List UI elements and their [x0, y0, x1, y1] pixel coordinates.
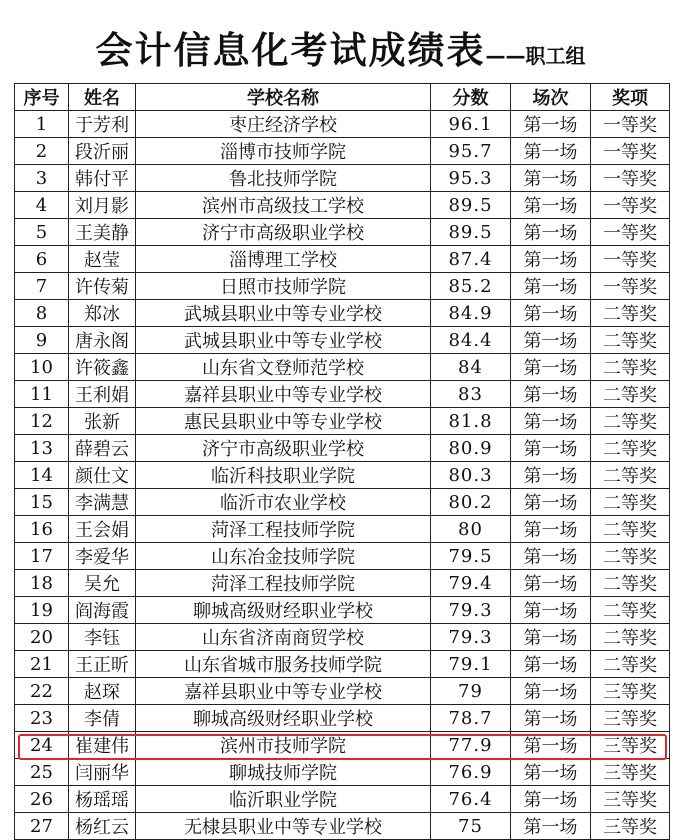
table-row — [15, 354, 670, 381]
cell-number: 11 — [15, 381, 69, 408]
cell-award: 一等奖 — [591, 219, 670, 246]
cell-session: 第一场 — [511, 678, 591, 705]
cell-session: 第一场 — [511, 273, 591, 300]
cell-session: 第一场 — [511, 489, 591, 516]
cell-school: 聊城高级财经职业学校 — [136, 705, 431, 732]
cell-session: 第一场 — [511, 435, 591, 462]
cell-number: 22 — [15, 678, 69, 705]
cell-session: 第一场 — [511, 732, 591, 759]
cell-school: 聊城高级财经职业学校 — [136, 597, 431, 624]
cell-school: 菏泽工程技师学院 — [136, 516, 431, 543]
cell-session: 第一场 — [511, 786, 591, 813]
cell-number: 5 — [15, 219, 69, 246]
cell-session: 第一场 — [511, 219, 591, 246]
cell-session: 第一场 — [511, 138, 591, 165]
table-row — [15, 624, 670, 651]
cell-name: 李钰 — [69, 624, 136, 651]
cell-school: 嘉祥县职业中等专业学校 — [136, 381, 431, 408]
cell-name: 杨瑶瑶 — [69, 786, 136, 813]
cell-session: 第一场 — [511, 327, 591, 354]
score-table — [14, 83, 670, 840]
cell-score: 83 — [431, 381, 511, 408]
cell-number: 24 — [15, 732, 69, 759]
cell-award: 二等奖 — [591, 597, 670, 624]
cell-number: 9 — [15, 327, 69, 354]
cell-school: 山东省文登师范学校 — [136, 354, 431, 381]
table-row — [15, 435, 670, 462]
cell-award: 一等奖 — [591, 273, 670, 300]
table-row — [15, 786, 670, 813]
table-row — [15, 192, 670, 219]
table-row — [15, 111, 670, 138]
cell-name: 郑冰 — [69, 300, 136, 327]
cell-session: 第一场 — [511, 759, 591, 786]
header-school: 学校名称 — [136, 84, 431, 111]
cell-school: 淄博理工学校 — [136, 246, 431, 273]
cell-score: 79.5 — [431, 543, 511, 570]
table-header-row — [15, 84, 670, 111]
cell-score: 78.7 — [431, 705, 511, 732]
cell-score: 79.1 — [431, 651, 511, 678]
cell-number: 1 — [15, 111, 69, 138]
cell-session: 第一场 — [511, 192, 591, 219]
cell-number: 4 — [15, 192, 69, 219]
cell-score: 89.5 — [431, 219, 511, 246]
cell-award: 二等奖 — [591, 408, 670, 435]
cell-award: 二等奖 — [591, 516, 670, 543]
cell-award: 三等奖 — [591, 705, 670, 732]
cell-name: 唐永阁 — [69, 327, 136, 354]
cell-award: 三等奖 — [591, 732, 670, 759]
header-number: 序号 — [15, 84, 69, 111]
cell-name: 颜仕文 — [69, 462, 136, 489]
cell-number: 2 — [15, 138, 69, 165]
cell-school: 武城县职业中等专业学校 — [136, 300, 431, 327]
cell-award: 一等奖 — [591, 246, 670, 273]
cell-school: 临沂科技职业学院 — [136, 462, 431, 489]
document-title — [0, 20, 681, 74]
cell-name: 李爱华 — [69, 543, 136, 570]
cell-name: 赵琛 — [69, 678, 136, 705]
cell-number: 15 — [15, 489, 69, 516]
cell-school: 济宁市高级职业学校 — [136, 435, 431, 462]
cell-session: 第一场 — [511, 111, 591, 138]
cell-number: 18 — [15, 570, 69, 597]
cell-school: 嘉祥县职业中等专业学校 — [136, 678, 431, 705]
table-row — [15, 273, 670, 300]
cell-school: 惠民县职业中等专业学校 — [136, 408, 431, 435]
cell-session: 第一场 — [511, 705, 591, 732]
cell-score: 81.8 — [431, 408, 511, 435]
table-row — [15, 381, 670, 408]
cell-award: 二等奖 — [591, 381, 670, 408]
cell-name: 薛碧云 — [69, 435, 136, 462]
cell-score: 95.7 — [431, 138, 511, 165]
cell-award: 二等奖 — [591, 354, 670, 381]
cell-award: 二等奖 — [591, 543, 670, 570]
cell-score: 84.9 — [431, 300, 511, 327]
table-row — [15, 246, 670, 273]
cell-session: 第一场 — [511, 570, 591, 597]
table-row — [15, 300, 670, 327]
cell-score: 77.9 — [431, 732, 511, 759]
cell-award: 二等奖 — [591, 300, 670, 327]
cell-score: 80 — [431, 516, 511, 543]
cell-number: 6 — [15, 246, 69, 273]
cell-number: 20 — [15, 624, 69, 651]
cell-school: 滨州市高级技工学校 — [136, 192, 431, 219]
cell-score: 79.4 — [431, 570, 511, 597]
cell-award: 三等奖 — [591, 678, 670, 705]
table-row — [15, 138, 670, 165]
cell-session: 第一场 — [511, 624, 591, 651]
cell-number: 26 — [15, 786, 69, 813]
cell-score: 79.3 — [431, 624, 511, 651]
cell-score: 80.3 — [431, 462, 511, 489]
cell-session: 第一场 — [511, 246, 591, 273]
cell-score: 95.3 — [431, 165, 511, 192]
cell-school: 滨州市技师学院 — [136, 732, 431, 759]
cell-award: 三等奖 — [591, 813, 670, 840]
cell-name: 于芳利 — [69, 111, 136, 138]
cell-session: 第一场 — [511, 408, 591, 435]
cell-score: 80.2 — [431, 489, 511, 516]
title-dash: —— — [485, 44, 526, 68]
cell-name: 杨红云 — [69, 813, 136, 840]
table-row — [15, 678, 670, 705]
cell-name: 崔建伟 — [69, 732, 136, 759]
cell-session: 第一场 — [511, 381, 591, 408]
table-row — [15, 705, 670, 732]
cell-school: 日照市技师学院 — [136, 273, 431, 300]
cell-school: 菏泽工程技师学院 — [136, 570, 431, 597]
cell-score: 84.4 — [431, 327, 511, 354]
cell-session: 第一场 — [511, 462, 591, 489]
table-row — [15, 327, 670, 354]
cell-score: 96.1 — [431, 111, 511, 138]
cell-school: 枣庄经济学校 — [136, 111, 431, 138]
cell-score: 79.3 — [431, 597, 511, 624]
cell-school: 淄博市技师学院 — [136, 138, 431, 165]
title-main: 会计信息化考试成绩表 — [95, 29, 486, 72]
header-award: 奖项 — [591, 84, 670, 111]
cell-session: 第一场 — [511, 597, 591, 624]
table-row — [15, 516, 670, 543]
cell-score: 84 — [431, 354, 511, 381]
cell-school: 临沂市农业学校 — [136, 489, 431, 516]
header-score: 分数 — [431, 84, 511, 111]
cell-name: 王正昕 — [69, 651, 136, 678]
header-session: 场次 — [511, 84, 591, 111]
cell-score: 87.4 — [431, 246, 511, 273]
header-name: 姓名 — [69, 84, 136, 111]
title-group: 职工组 — [525, 44, 586, 68]
cell-score: 75 — [431, 813, 511, 840]
cell-number: 13 — [15, 435, 69, 462]
cell-number: 27 — [15, 813, 69, 840]
cell-school: 无棣县职业中等专业学校 — [136, 813, 431, 840]
cell-school: 山东省济南商贸学校 — [136, 624, 431, 651]
cell-session: 第一场 — [511, 651, 591, 678]
cell-award: 二等奖 — [591, 435, 670, 462]
cell-name: 阎海霞 — [69, 597, 136, 624]
table-row — [15, 570, 670, 597]
cell-award: 二等奖 — [591, 651, 670, 678]
cell-name: 张新 — [69, 408, 136, 435]
cell-number: 8 — [15, 300, 69, 327]
table-row — [15, 759, 670, 786]
cell-session: 第一场 — [511, 813, 591, 840]
table-row — [15, 597, 670, 624]
cell-award: 二等奖 — [591, 327, 670, 354]
cell-name: 韩付平 — [69, 165, 136, 192]
cell-award: 三等奖 — [591, 786, 670, 813]
cell-award: 三等奖 — [591, 759, 670, 786]
cell-number: 25 — [15, 759, 69, 786]
cell-score: 85.2 — [431, 273, 511, 300]
cell-score: 80.9 — [431, 435, 511, 462]
cell-school: 临沂职业学院 — [136, 786, 431, 813]
cell-number: 7 — [15, 273, 69, 300]
cell-name: 王会娟 — [69, 516, 136, 543]
cell-award: 一等奖 — [591, 192, 670, 219]
table-body — [15, 111, 670, 840]
table-row — [15, 219, 670, 246]
cell-number: 23 — [15, 705, 69, 732]
cell-name: 刘月影 — [69, 192, 136, 219]
cell-award: 二等奖 — [591, 489, 670, 516]
cell-school: 山东冶金技师学院 — [136, 543, 431, 570]
cell-school: 济宁市高级职业学校 — [136, 219, 431, 246]
cell-award: 二等奖 — [591, 624, 670, 651]
cell-number: 17 — [15, 543, 69, 570]
cell-score: 79 — [431, 678, 511, 705]
table-row — [15, 462, 670, 489]
cell-school: 鲁北技师学院 — [136, 165, 431, 192]
table-row — [15, 732, 670, 759]
cell-name: 李满慧 — [69, 489, 136, 516]
cell-name: 闫丽华 — [69, 759, 136, 786]
table-row — [15, 543, 670, 570]
table-row — [15, 651, 670, 678]
cell-school: 聊城技师学院 — [136, 759, 431, 786]
cell-session: 第一场 — [511, 516, 591, 543]
table-row — [15, 408, 670, 435]
cell-name: 吴允 — [69, 570, 136, 597]
cell-score: 76.4 — [431, 786, 511, 813]
cell-award: 一等奖 — [591, 165, 670, 192]
cell-number: 21 — [15, 651, 69, 678]
cell-award: 二等奖 — [591, 570, 670, 597]
cell-number: 3 — [15, 165, 69, 192]
cell-name: 许筱鑫 — [69, 354, 136, 381]
cell-score: 89.5 — [431, 192, 511, 219]
cell-award: 二等奖 — [591, 462, 670, 489]
cell-session: 第一场 — [511, 165, 591, 192]
table-row — [15, 165, 670, 192]
cell-session: 第一场 — [511, 300, 591, 327]
cell-number: 19 — [15, 597, 69, 624]
cell-name: 许传菊 — [69, 273, 136, 300]
cell-award: 一等奖 — [591, 111, 670, 138]
cell-name: 段沂丽 — [69, 138, 136, 165]
cell-session: 第一场 — [511, 543, 591, 570]
cell-number: 12 — [15, 408, 69, 435]
cell-award: 一等奖 — [591, 138, 670, 165]
cell-school: 武城县职业中等专业学校 — [136, 327, 431, 354]
cell-name: 李倩 — [69, 705, 136, 732]
cell-name: 王利娟 — [69, 381, 136, 408]
table-row — [15, 813, 670, 840]
cell-score: 76.9 — [431, 759, 511, 786]
cell-number: 10 — [15, 354, 69, 381]
cell-number: 14 — [15, 462, 69, 489]
cell-name: 赵莹 — [69, 246, 136, 273]
cell-name: 王美静 — [69, 219, 136, 246]
cell-school: 山东省城市服务技师学院 — [136, 651, 431, 678]
cell-session: 第一场 — [511, 354, 591, 381]
cell-number: 16 — [15, 516, 69, 543]
table-row — [15, 489, 670, 516]
